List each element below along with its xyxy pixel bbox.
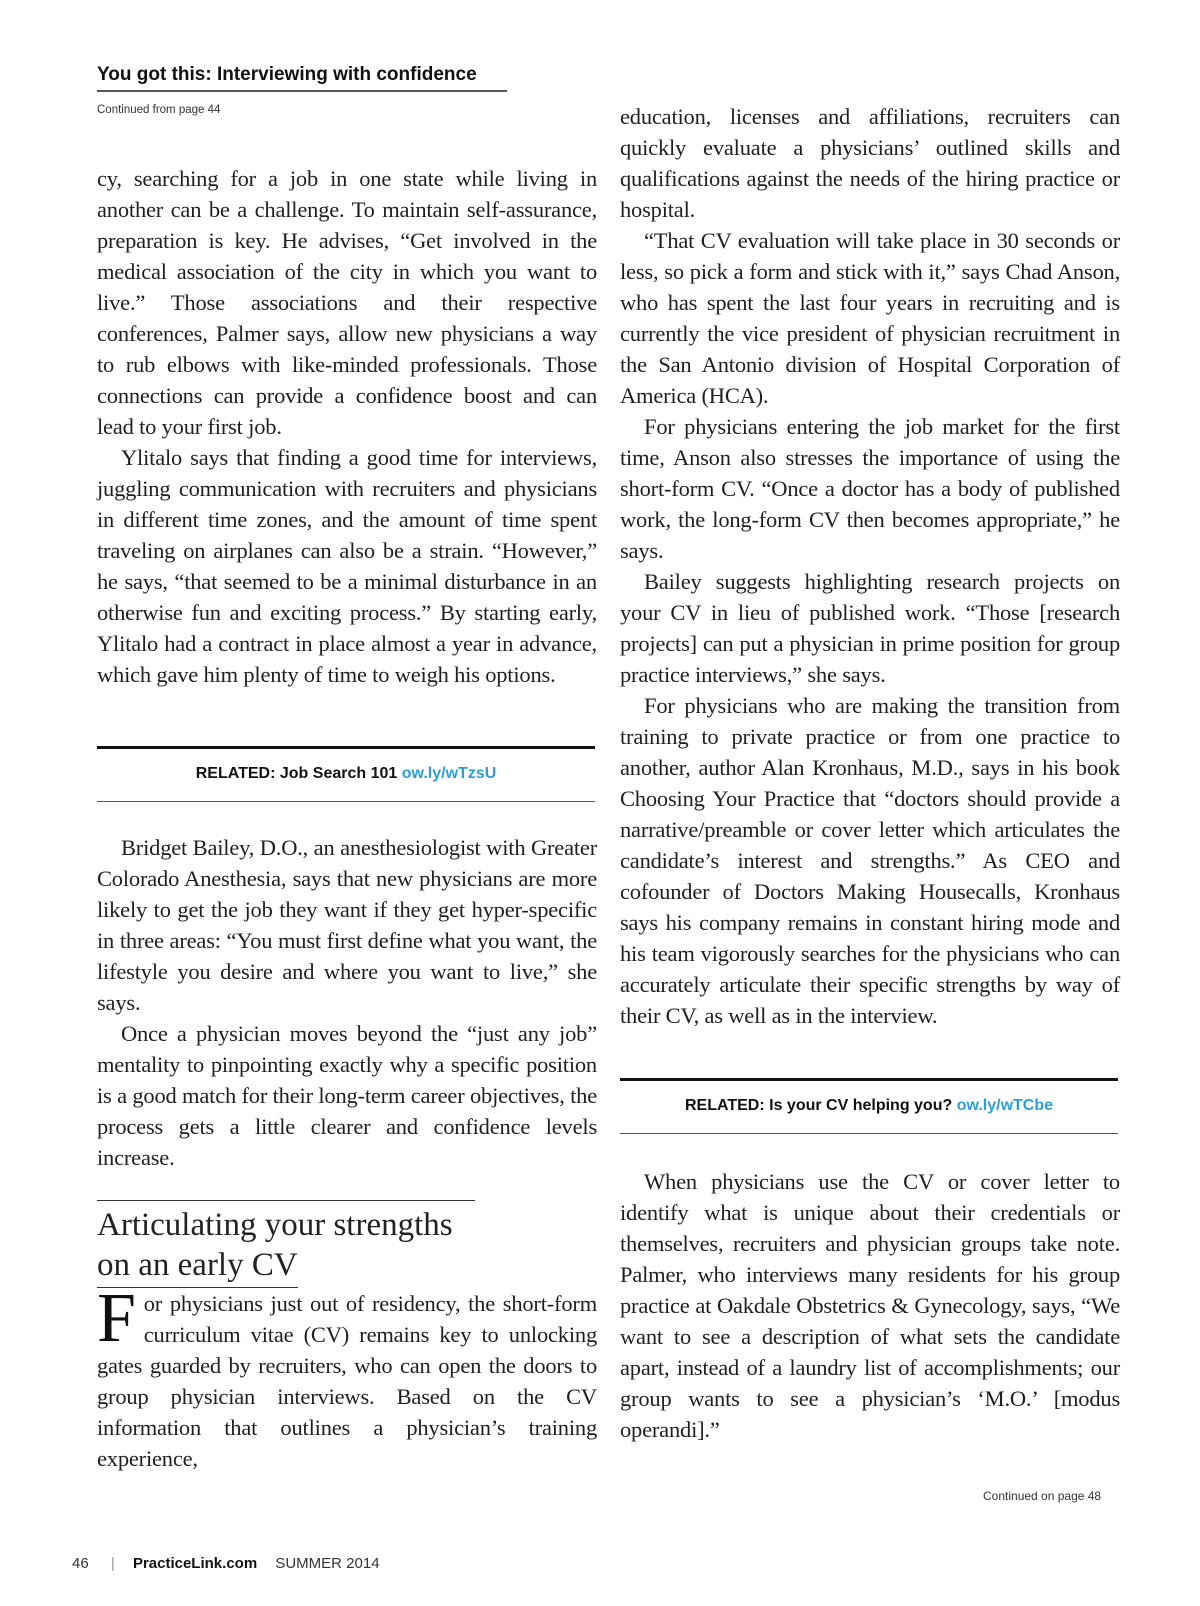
body-paragraph: cy, searching for a job in one state while living in another can be a challenge. To maintain self-assurance, preparation is key. He advises, “Get involved in the medical association of the city in which you want to live.” Those associations and their respective conferences, Palmer says, allow new physicians a way to rub elbows with like-minded professionals. Those connections can provide a confidence boost and can lead to your first job. — [97, 166, 597, 439]
body-paragraph: Bailey suggests highlighting research projects on your CV in lieu of published work. “Those [research projects] can put a physician in prime position for group practice interviews,” she says. — [620, 569, 1120, 687]
section-heading — [97, 1205, 497, 1288]
article-series-title: You got this: Interviewing with confidence — [97, 64, 507, 92]
related-link[interactable]: ow.ly/wTzsU — [401, 765, 497, 782]
body-paragraph: Ylitalo says that finding a good time for interviews, juggling communication with recruiters and physicians in different time zones, and the amount of time spent traveling on airplanes can also be a strain. “However,” he says, “that seemed to be a minimal disturbance in an otherwise fun and exciting process.” By starting early, Ylitalo had a contract in place almost a year in advance, which gave him plenty of time to weigh his options. — [97, 445, 597, 687]
continued-on-note: Continued on page 48 — [983, 1489, 1102, 1503]
page-footer — [72, 1555, 380, 1572]
related-link[interactable]: ow.ly/wTCbe — [956, 1097, 1054, 1114]
body-paragraph: For physicians who are making the transition from training to private practice or from one practice to another, author Alan Kronhaus, M.D., says in his book Choosing Your Practice that “doctors should provide a narrative/preamble or cover letter which articulates the candidate’s interest and strengths.” As CEO and cofounder of Doctors Making Housecalls, Kronhaus says his company remains in constant hiring mode and his team vigorously searches for the physicians who can accurately articulate their specific strengths by way of their CV, as well as in the interview. — [620, 693, 1120, 1028]
section-heading-line2: on an early CV — [97, 1245, 298, 1288]
body-paragraph: For physicians entering the job market for the first time, Anson also stresses the importance of using the short-form CV. “Once a doctor has a body of published work, the long-form CV then becomes appropriate,” he says. — [620, 414, 1120, 563]
body-paragraph: “That CV evaluation will take place in 30 seconds or less, so pick a form and stick with it,” says Chad Anson, who has spent the last four years in recruiting and is currently the vice president of physician recruitment in the San Antonio division of Hospital Corporation of America (HCA). — [620, 228, 1120, 408]
page-number: 46 — [72, 1555, 89, 1572]
body-paragraph: education, licenses and affiliations, recruiters can quickly evaluate a physicians’ outlined skills and qualifications against the needs of the hiring practice or hospital. — [620, 104, 1120, 222]
right-column-top — [620, 101, 1120, 1031]
left-column-section — [97, 1280, 597, 1474]
related-label: RELATED: Job Search 101 — [195, 765, 398, 782]
section-paragraph — [97, 1280, 597, 1474]
body-paragraph: Once a physician moves beyond the “just any job” mentality to pinpointing exactly why a specific position is a good match for their long-term career objectives, the process gets a little clearer and confidence levels increase. — [97, 1021, 597, 1170]
left-column-top — [97, 163, 597, 690]
related-label: RELATED: Is your CV helping you? — [684, 1097, 953, 1114]
footer-site-name[interactable]: PracticeLink.com — [132, 1555, 258, 1572]
footer-issue: SUMMER 2014 — [275, 1555, 380, 1572]
left-column-middle — [97, 832, 597, 1173]
section-heading-line1: Articulating your strengths — [97, 1207, 453, 1243]
footer-separator: | — [110, 1555, 115, 1572]
body-paragraph: When physicians use the CV or cover letter to identify what is unique about their credentials or themselves, recruiters and physician groups take note. Palmer, who interviews many residents for his group practice at Oakdale Obstetrics & Gynecology, says, “We want to see a description of what sets the candidate apart, instead of a laundry list of accomplishments; our group wants to see a physician’s ‘M.O.’ [modus operandi].” — [620, 1169, 1120, 1442]
related-link-box — [97, 746, 595, 802]
continued-from-note: Continued from page 44 — [97, 104, 221, 116]
section-divider — [97, 1200, 475, 1201]
section-paragraph-text: or physicians just out of residency, the short-form curriculum vitae (CV) remains key to unlocking gates guarded by recruiters, who can open the doors to group physician interviews. Based on the CV information that outlines a physician’s training experience, — [97, 1291, 597, 1471]
right-column-bottom — [620, 1166, 1120, 1445]
related-link-box — [620, 1078, 1118, 1134]
drop-cap: F — [97, 1280, 136, 1357]
body-paragraph: Bridget Bailey, D.O., an anesthesiologist with Greater Colorado Anesthesia, says that new physicians are more likely to get the job they want if they get hyper-specific in three areas: “You must first define what you want, the lifestyle you desire and where you want to live,” she says. — [97, 835, 597, 1015]
